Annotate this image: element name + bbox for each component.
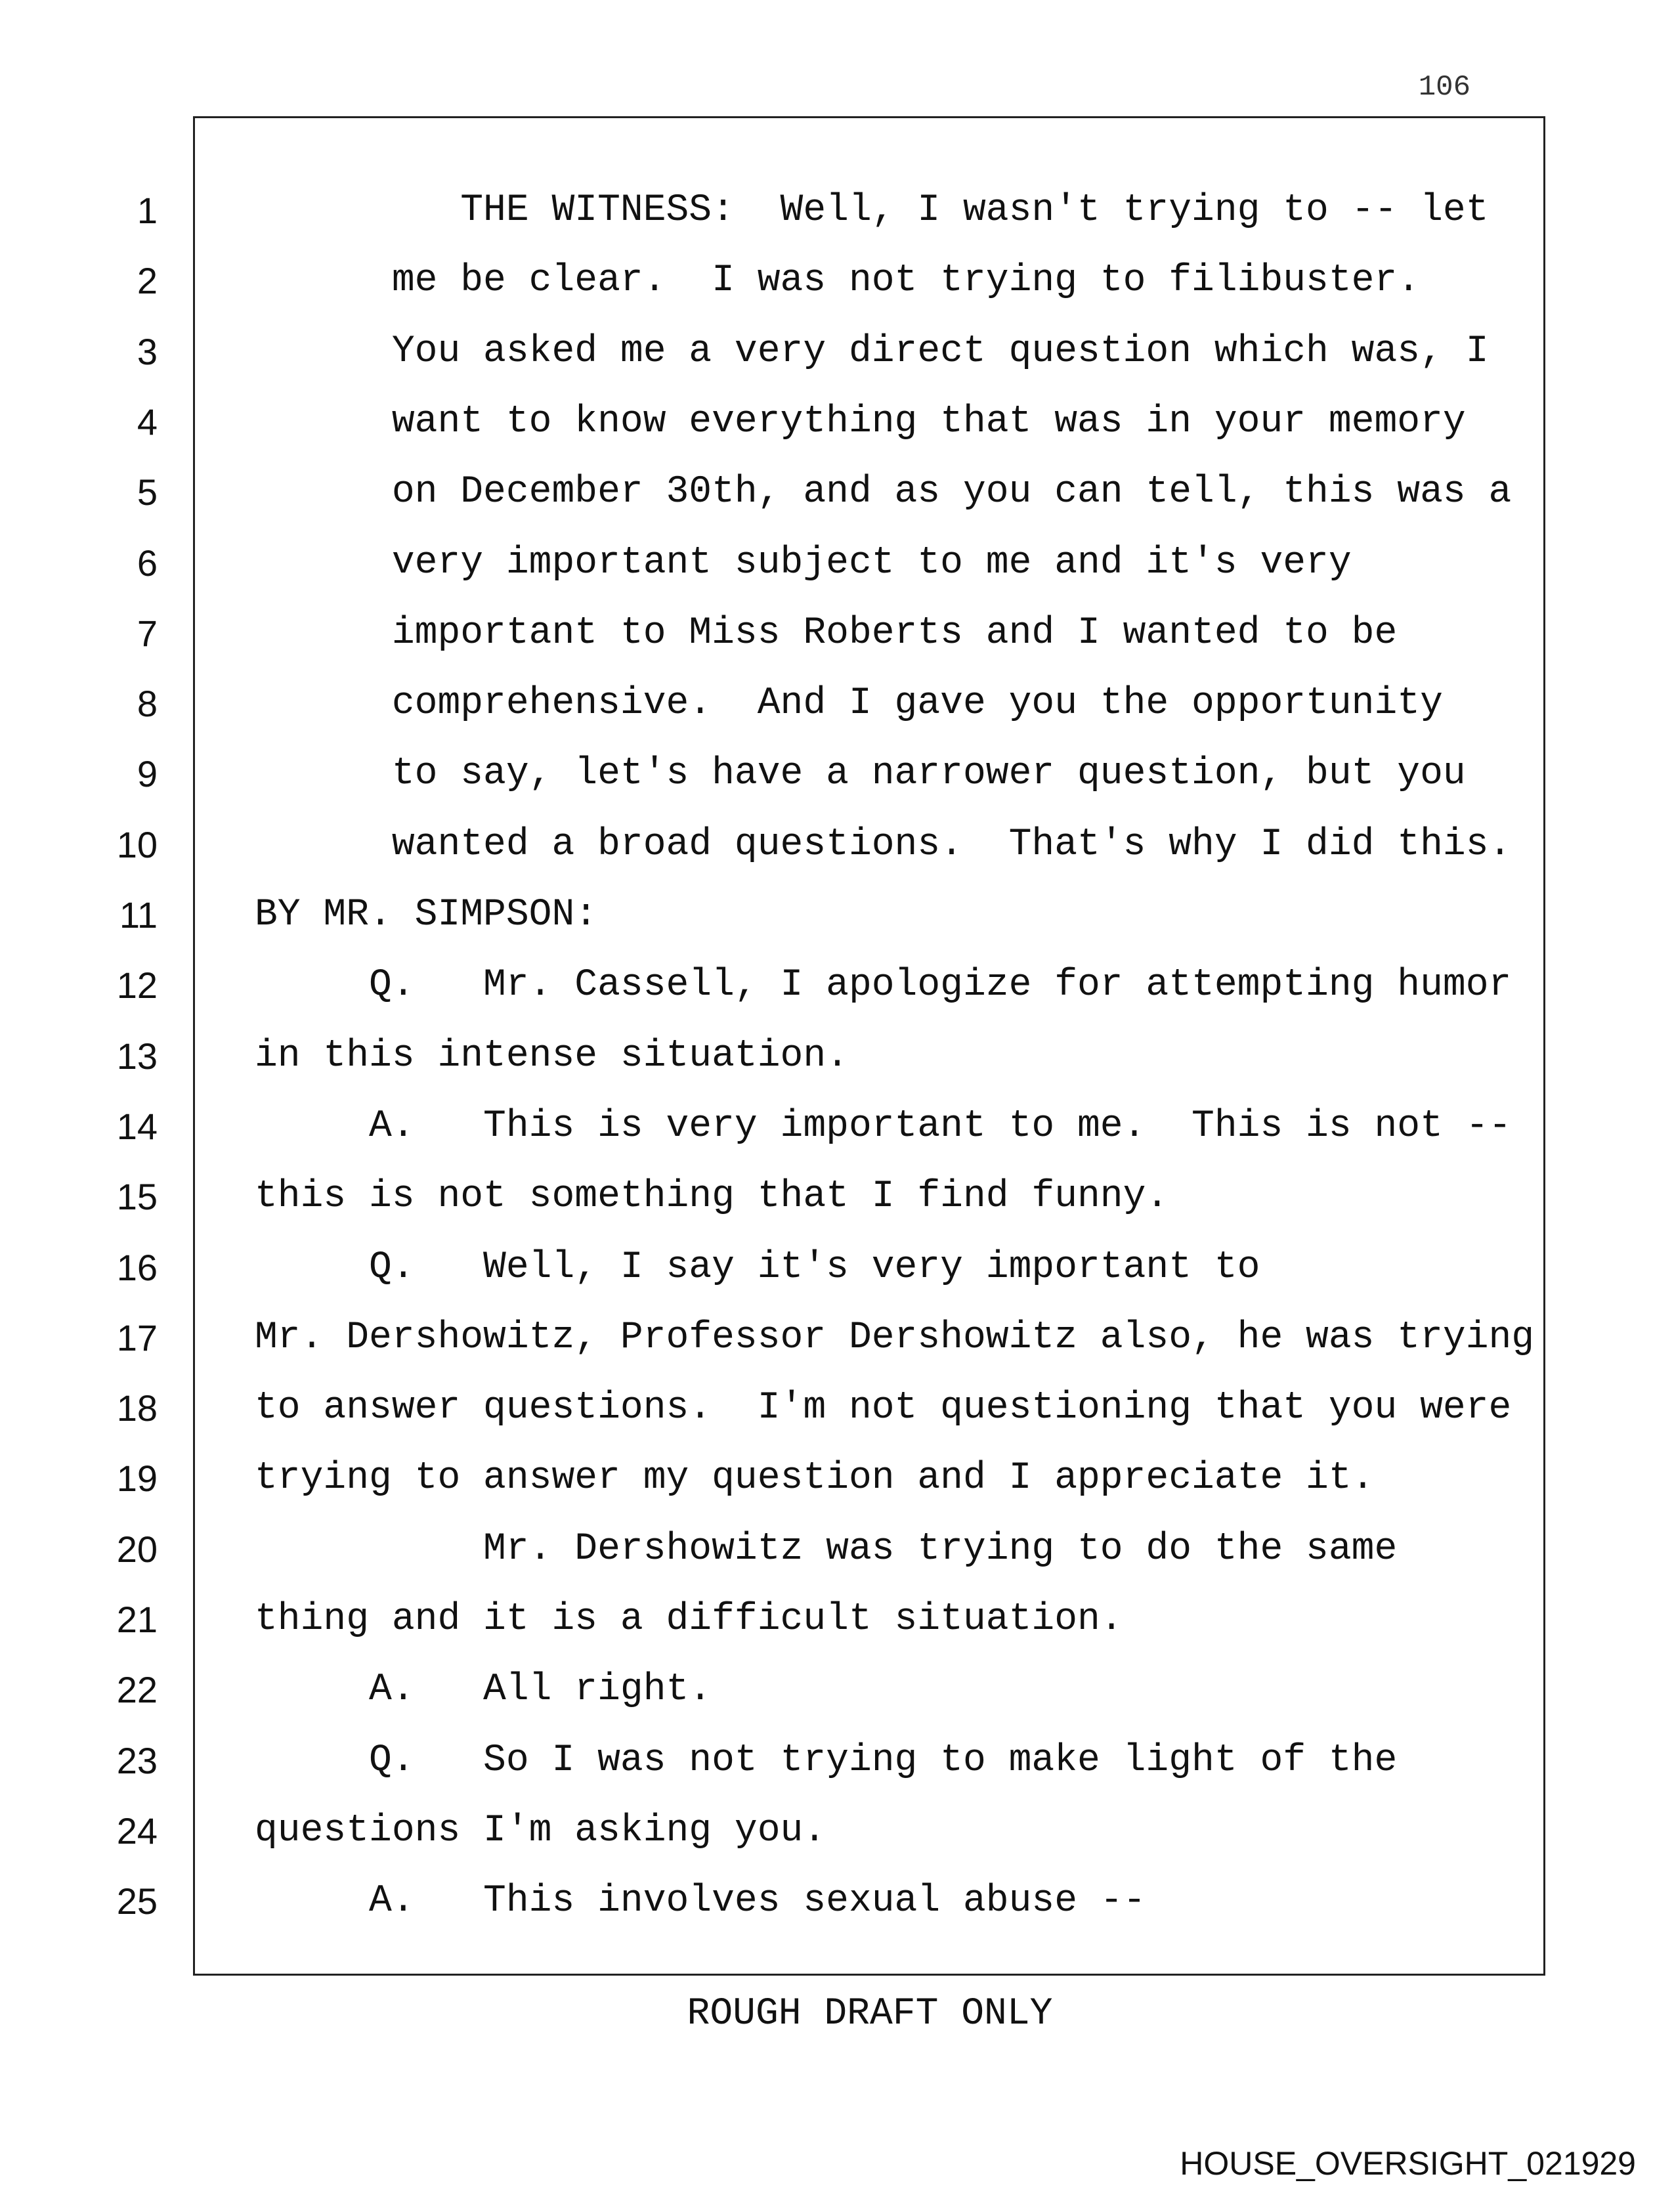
- line-number: 20: [116, 1528, 158, 1570]
- transcript-line: this is not something that I find funny.: [255, 1175, 1169, 1219]
- transcript-line: questions I'm asking you.: [255, 1809, 826, 1852]
- line-number: 11: [119, 894, 158, 936]
- line-number: 15: [116, 1176, 158, 1218]
- line-number: 6: [137, 542, 158, 584]
- transcript-line: Q. Well, I say it's very important to: [255, 1246, 1260, 1289]
- rough-draft-label: ROUGH DRAFT ONLY: [687, 1993, 1053, 2035]
- transcript-line: want to know everything that was in your memory: [255, 400, 1466, 443]
- transcript-line: important to Miss Roberts and I wanted to be: [255, 611, 1398, 655]
- transcript-line: trying to answer my question and I appreciate it.: [255, 1457, 1375, 1500]
- transcript-line: A. This involves sexual abuse --: [255, 1880, 1146, 1923]
- line-number: 18: [116, 1387, 158, 1429]
- transcript-line: Mr. Dershowitz, Professor Dershowitz also, he was trying: [255, 1316, 1535, 1359]
- transcript-line: wanted a broad questions. That's why I did this.: [255, 823, 1512, 866]
- line-number: 24: [116, 1810, 158, 1852]
- transcript-line: to answer questions. I'm not questioning that you were: [255, 1387, 1512, 1430]
- line-number: 7: [137, 612, 158, 654]
- transcript-line: me be clear. I was not trying to filibuster.: [255, 259, 1421, 303]
- page-number: 106: [1418, 71, 1470, 104]
- line-number: 1: [137, 190, 158, 231]
- line-number: 4: [137, 401, 158, 443]
- line-number: 25: [116, 1880, 158, 1922]
- line-number: 5: [137, 471, 158, 513]
- transcript-line: BY MR. SIMPSON:: [255, 894, 598, 936]
- line-number: 2: [137, 260, 158, 302]
- transcript-line: A. All right.: [255, 1668, 712, 1712]
- line-number: 12: [116, 965, 158, 1007]
- line-number: 19: [116, 1458, 158, 1500]
- transcript-line: thing and it is a difficult situation.: [255, 1598, 1123, 1641]
- line-number: 16: [116, 1246, 158, 1288]
- line-number: 3: [137, 330, 158, 372]
- line-number: 10: [116, 823, 158, 865]
- transcript-line: THE WITNESS: Well, I wasn't trying to -- let: [255, 189, 1489, 232]
- line-number: 14: [116, 1105, 158, 1147]
- transcript-line: You asked me a very direct question which was, I: [255, 330, 1489, 373]
- line-number: 9: [137, 753, 158, 795]
- line-number: 22: [116, 1669, 158, 1711]
- bates-number: HOUSE_OVERSIGHT_021929: [1180, 2145, 1636, 2182]
- transcript-line: in this intense situation.: [255, 1034, 849, 1077]
- transcript-line: very important subject to me and it's very: [255, 541, 1352, 584]
- transcript-line: to say, let's have a narrower question, but you: [255, 752, 1466, 796]
- transcript-line: Q. So I was not trying to make light of the: [255, 1739, 1398, 1782]
- line-number: 23: [116, 1739, 158, 1781]
- line-number: 21: [116, 1599, 158, 1640]
- transcript-line: on December 30th, and as you can tell, this was a: [255, 471, 1512, 514]
- transcript-line: comprehensive. And I gave you the opportunity: [255, 682, 1443, 726]
- line-number: 8: [137, 683, 158, 725]
- transcript-line: A. This is very important to me. This is not --: [255, 1104, 1512, 1148]
- transcript-line: Q. Mr. Cassell, I apologize for attempting humor: [255, 964, 1512, 1007]
- line-number: 13: [116, 1035, 158, 1077]
- transcript-line: Mr. Dershowitz was trying to do the same: [255, 1527, 1398, 1571]
- line-number: 17: [116, 1316, 158, 1358]
